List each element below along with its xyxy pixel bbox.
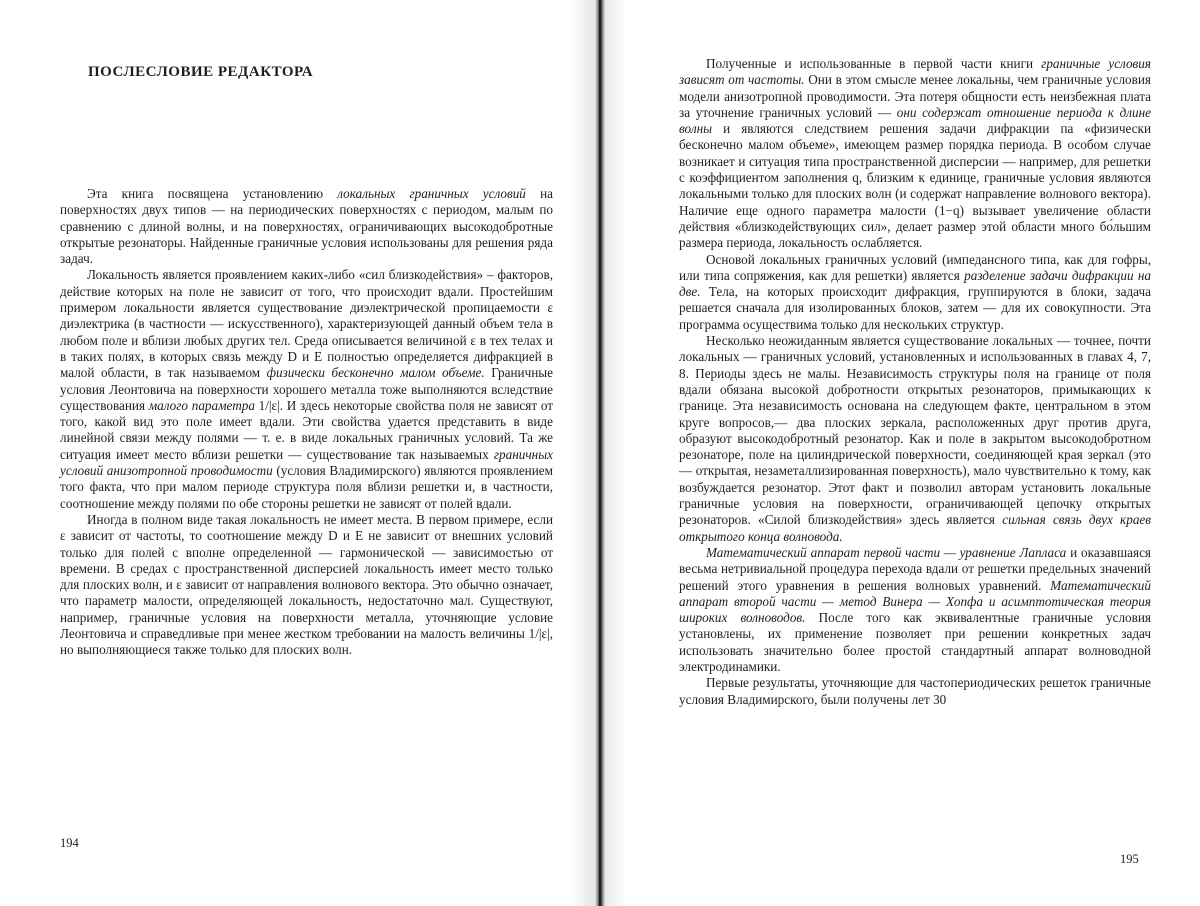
text-run: Тела, на которых происходит дифракция, группируются в блоки, задача решается сначала для изолированных блоков, затем — для их совокупности. Эта программа осуществима только для нескольких структур.	[679, 284, 1151, 332]
italic-text: Математический аппарат второй части — метод Винера — Хопфа и асимптотическая теория широких волноводов.	[679, 577, 1151, 626]
paragraph	[679, 675, 1151, 708]
paragraph	[679, 252, 1151, 333]
left-page-body	[60, 186, 553, 659]
text-run: Эта книга посвящена установлению	[87, 186, 338, 201]
italic-text: Математический аппарат первой части — уравнение Лапласа	[706, 544, 1067, 560]
text-run: Граничные условия Леонтовича на поверхности хорошего металла тоже выполняются вследствие существования	[60, 365, 553, 413]
text-run: и являются следствием решения задачи дифракции па «физически бесконечно малом объеме», имеющем размер порядка периода. В особом случае возникает и ситуация типа пространственной дисперсии — например, для решетки с коэффициентом заполнения q, близким к единице, граничные условия являются локальными только для плоских волн (и содержат направление волнового вектора). Наличие еще одного параметра малости (1−q) вызывает увеличение области действия «близкодействующих сил», делает размер этой области много бо́льшим размера периода, локальность ослабляется.	[679, 121, 1151, 251]
text-run: и оказавшаяся весьма нетривиальной процедура перехода вдали от решетки предельных значений решений этого уравнения в решения волновых уравнений.	[679, 544, 1151, 593]
italic-text: физически бесконечно малом объеме.	[266, 365, 485, 381]
page-title: ПОСЛЕСЛОВИЕ РЕДАКТОРА	[88, 64, 314, 80]
right-page	[604, 0, 1200, 906]
paragraph	[679, 56, 1151, 252]
italic-text: сильная связь двух краев открытого конца волновода.	[679, 512, 1151, 544]
page-number-left: 194	[60, 836, 79, 850]
text-run: на поверхностях двух типов — на периодических поверхностях с периодом, малым по сравнению с длиной волны, и на поверхностях, ограничивающих высокодобротные открытые резонаторы. Найденные граничные условия использованы для решения ряда задач.	[60, 186, 553, 267]
text-run: Локальность является проявлением каких-либо «сил близкодействия» – факторов, действие которых на поле не зависит от того, что происходит вдали. Простейшим примером локальности является существование диэлектрической пропицаемости ε диэлектрика (в частности — искусственного), характеризующей данный объем тела в любом поле и вблизи любых других тел. Среда описывается величиной ε в тех телах и в таких полях, в которых связь между D и E полностью определяется дифракцией в малой области, в так называемом	[60, 267, 553, 381]
text-run: Несколько неожиданным является существование локальных — точнее, почти локальных — граничных условий, установленных и использованных в главах 4, 7, 8. Периоды здесь не малы. Независимость структуры поля на границе от поля вдали обязана высокой добротности открытых резонаторов, примыкающих к границе. Эта независимость основана на следующем факте, центральном в этом круге вопросов,— два плоских зеркала, расположенных друг против друга, образуют высокодобротный резонатор. Как и поле в закрытом высокодобротном резонаторе, поле на цилиндрической поверхности, соединяющей края зеркал (это — открытая, незаметаллизированная поверхность), мало чувствительно к тому, как возбуждается резонатор. Этот факт и позволил авторам установить локальные граничные условия на поверхности, ограничивающей цепочку открытых резонаторов. «Силой близкодействия» здесь является	[679, 333, 1151, 528]
text-run: Первые результаты, уточняющие для частопериодических решеток граничные условия Владимирского, были получены лет 30	[679, 675, 1151, 707]
italic-text: разделение задачи дифракции на две.	[679, 267, 1151, 300]
paragraph	[60, 186, 553, 267]
right-page-body	[679, 56, 1151, 708]
italic-text: малого параметра	[148, 397, 255, 413]
text-run: (условия Владимирского) являются проявлением того факта, что при малом периоде структура поля вблизи решетки и, в частности, соотношение между полями по обе стороны решетки не зависят от полей вдали.	[60, 463, 553, 511]
italic-text: они содержат отношение периода к длине волны	[679, 104, 1151, 137]
page-number-right: 195	[1120, 852, 1139, 866]
gutter-shadow-left	[570, 0, 594, 906]
text-run: Основой локальных граничных условий (импедансного типа, как для гофры, или типа сопряжения, как для решетки) является	[679, 251, 1151, 283]
paragraph	[60, 512, 553, 659]
text-run: Иногда в полном виде такая локальность не имеет места. В первом примере, если ε зависит от частоты, то соотношение между D и E не зависит от внешних условий только для полей с вполне определенной — гармонической — зависимостью от времени. В средах с пространственной дисперсией локальность имеет место только для плоских волн, и ε зависит от направления волнового вектора. Это обычно означает, что параметр малости, определяющей локальность, недостаточно мал. Существуют, например, граничные условия на поверхности металла, уточняющие условие Леонтовича и справедливые при менее жестком требовании на малость величины 1/|ε|, но выполняющиеся также только для плоских волн.	[60, 511, 553, 658]
italic-text: локальных граничных условий	[337, 186, 526, 201]
paragraph	[679, 333, 1151, 545]
left-page	[0, 0, 596, 906]
text-run: Они в этом смысле менее локальны, чем граничные условия модели анизотропной проводимости. Эта потеря общности есть неизбежная плата за уточнение граничных условий —	[679, 72, 1151, 120]
text-run: После того как эквивалентные граничные условия установлены, их применение позволяет при решении конкретных задач использовать значительно более простой стандартный аппарат волноводной электродинамики.	[679, 610, 1151, 674]
text-run: Полученные и использованные в первой части книги	[706, 56, 1042, 71]
text-run: 1/|ε|. И здесь некоторые свойства поля не зависят от того, какой вид это поле имеет вдали. Эти свойства удается представить в виде линейной связи между полями — т. е. в виде локальных граничных условий. Та же ситуация имеет место вблизи решетки — существование так называемых	[60, 397, 553, 462]
paragraph	[679, 545, 1151, 675]
paragraph	[60, 267, 553, 511]
italic-text: граничных условий анизотропной проводимости	[60, 446, 553, 479]
italic-text: граничные условия зависят от частоты.	[679, 56, 1151, 88]
